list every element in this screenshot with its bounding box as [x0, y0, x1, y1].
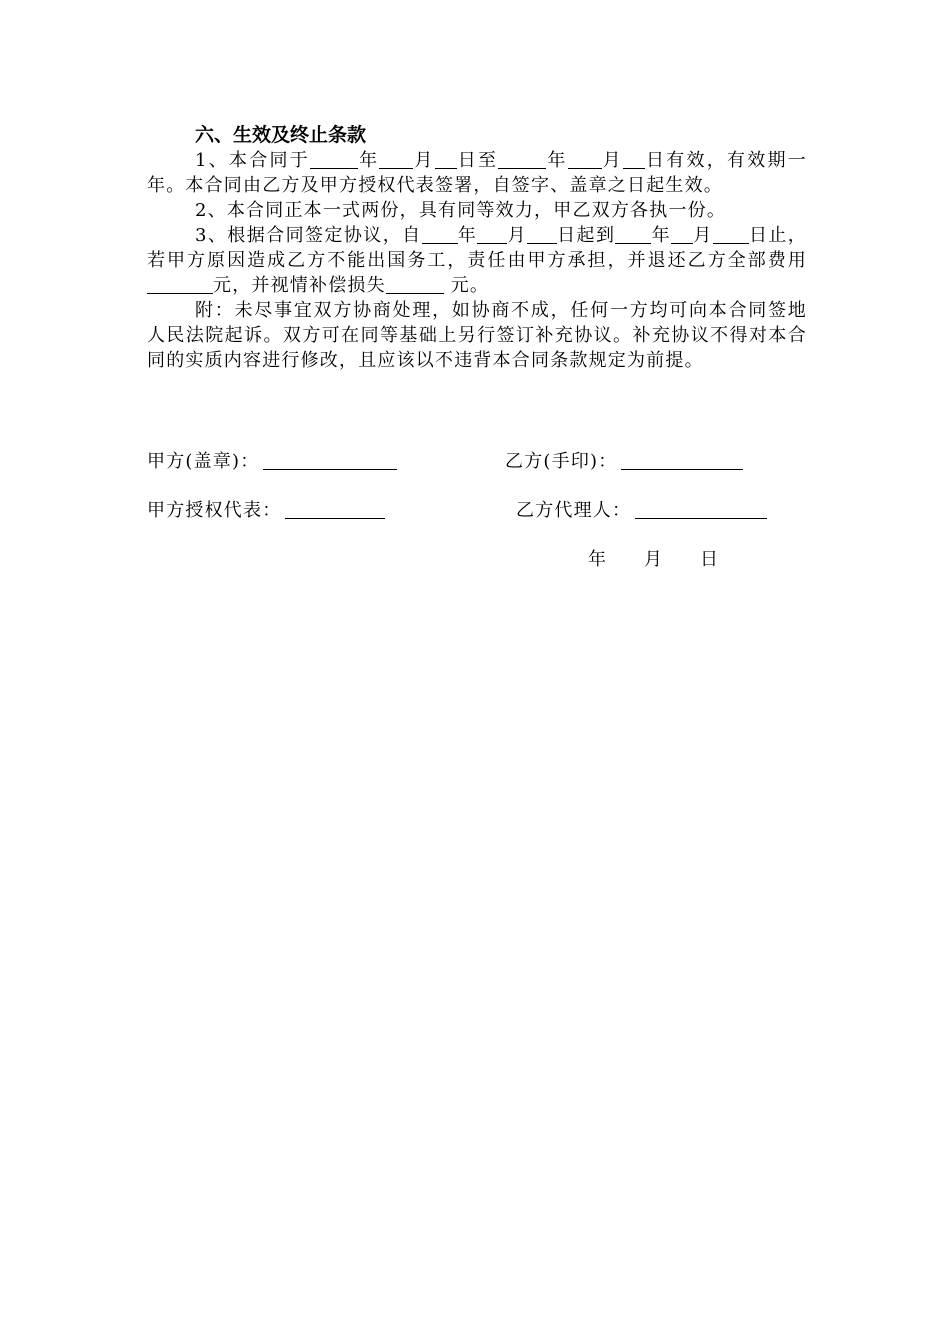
party-b-agent-line[interactable] — [635, 500, 767, 519]
blank-start-month[interactable] — [379, 150, 413, 169]
blank-end-month[interactable] — [568, 150, 602, 169]
blank-until-month[interactable] — [671, 225, 693, 244]
blank-start-day[interactable] — [435, 150, 457, 169]
clause-3-yuan: 元。 — [443, 275, 490, 296]
clause-1 — [147, 148, 807, 198]
party-b-thumb-row — [505, 449, 743, 474]
party-b-thumb-line[interactable] — [621, 451, 743, 470]
clause-1-year: 年 — [358, 150, 380, 171]
clause-3-rest: 日止，若甲方原因造成乙方不能出国务工，责任由甲方承担，并退还乙方全部费用 — [147, 225, 807, 271]
clause-1-to: 日至 — [456, 150, 499, 171]
party-a-seal-row — [147, 449, 397, 474]
party-a-seal-label: 甲方(盖章)： — [147, 451, 260, 472]
date-year: 年 — [588, 549, 606, 570]
party-b-agent-label: 乙方代理人： — [516, 500, 632, 521]
clause-2: 2、本合同正本一式两份，具有同等效力，甲乙双方各执一份。 — [195, 200, 727, 221]
blank-end-year[interactable] — [498, 150, 546, 169]
party-a-rep-row — [147, 498, 385, 523]
signing-date — [588, 547, 718, 572]
clause-3-to: 日起到 — [556, 225, 616, 246]
clause-1-rest: 日有效，有效期一年。本合同由乙方及甲方授权代表签署，自签字、盖章之日起生效。 — [147, 150, 808, 196]
appendix-clause: 附：未尽事宜双方协商处理，如协商不成，任何一方均可向本合同签地人民法院起诉。双方可在同等基础上另行签订补充协议。补充协议不得对本合同的实质内容进行修改，且应该以不违背本合同条款规定为前提。 — [147, 300, 807, 371]
clause-1-month: 月 — [413, 150, 435, 171]
blank-refund-amount[interactable] — [147, 275, 213, 294]
clause-3-year: 年 — [457, 225, 478, 246]
clause-3-month-2: 月 — [693, 225, 713, 246]
section-heading: 六、生效及终止条款 — [195, 124, 367, 146]
blank-compensation-amount[interactable] — [386, 275, 444, 294]
blank-end-day[interactable] — [623, 150, 645, 169]
date-month: 月 — [644, 549, 662, 570]
blank-until-year[interactable] — [615, 225, 651, 244]
blank-from-day[interactable] — [527, 225, 557, 244]
party-b-agent-row — [516, 498, 767, 523]
blank-from-month[interactable] — [477, 225, 507, 244]
clause-1-month-2: 月 — [601, 150, 623, 171]
blank-from-year[interactable] — [422, 225, 458, 244]
clause-3 — [147, 223, 807, 298]
clause-3-text: 3、根据合同签定协议，自 — [195, 225, 422, 246]
blank-until-day[interactable] — [713, 225, 749, 244]
clause-3-month: 月 — [507, 225, 527, 246]
clause-3-year-2: 年 — [651, 225, 672, 246]
clause-3-compensation: 元，并视情补偿损失 — [213, 275, 386, 296]
party-a-rep-line[interactable] — [285, 500, 385, 519]
blank-start-year[interactable] — [310, 150, 358, 169]
clause-1-text: 1、本合同于 — [195, 150, 311, 171]
party-a-seal-line[interactable] — [263, 451, 397, 470]
clause-1-year-2: 年 — [546, 150, 568, 171]
party-b-thumb-label: 乙方(手印)： — [505, 451, 618, 472]
party-a-rep-label: 甲方授权代表： — [147, 500, 282, 521]
contract-page — [147, 122, 807, 373]
date-day: 日 — [700, 549, 718, 570]
